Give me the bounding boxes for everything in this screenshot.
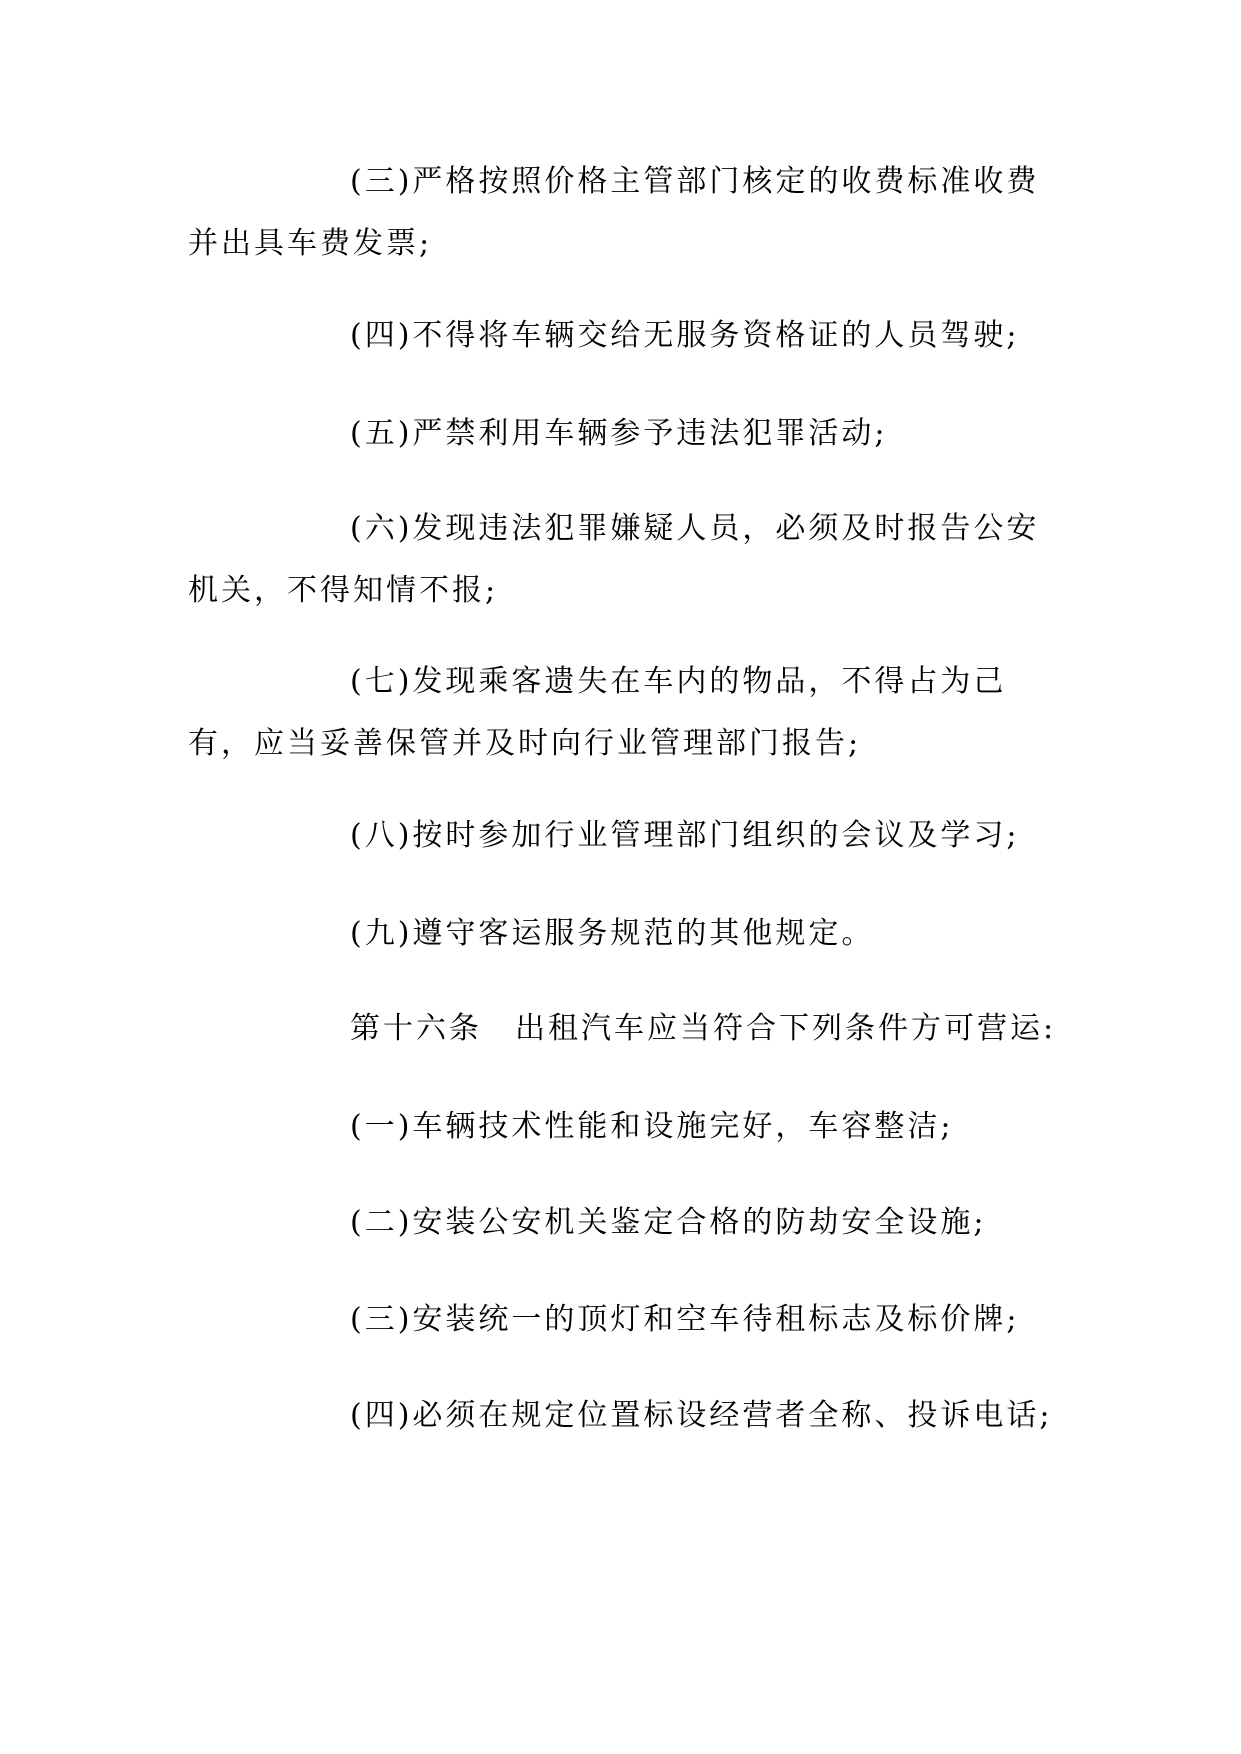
paragraph-item-9: (九)遵守客运服务规范的其他规定。 <box>350 916 875 951</box>
condition-item-4: (四)必须在规定位置标设经营者全称、投诉电话; <box>350 1398 1053 1433</box>
condition-item-2: (二)安装公安机关鉴定合格的防劫安全设施; <box>350 1205 987 1240</box>
paragraph-item-5: (五)严禁利用车辆参予违法犯罪活动; <box>350 416 888 451</box>
paragraph-item-6: (六)发现违法犯罪嫌疑人员，必须及时报告公安机关，不得知情不报; <box>188 511 1040 608</box>
condition-item-3: (三)安装统一的顶灯和空车待租标志及标价牌; <box>350 1302 1020 1337</box>
paragraph-item-4: (四)不得将车辆交给无服务资格证的人员驾驶; <box>350 318 1020 353</box>
condition-item-1: (一)车辆技术性能和设施完好，车容整洁; <box>350 1109 954 1144</box>
paragraph-item-7: (七)发现乘客遗失在车内的物品，不得占为己有，应当妥善保管并及时向行业管理部门报告; <box>188 664 1007 761</box>
paragraph-item-3: (三)严格按照价格主管部门核定的收费标准收费并出具车费发票; <box>188 164 1040 261</box>
paragraph-item-8: (八)按时参加行业管理部门组织的会议及学习; <box>350 818 1020 853</box>
article-16-heading: 第十六条 出租汽车应当符合下列条件方可营运: <box>350 1011 1057 1046</box>
